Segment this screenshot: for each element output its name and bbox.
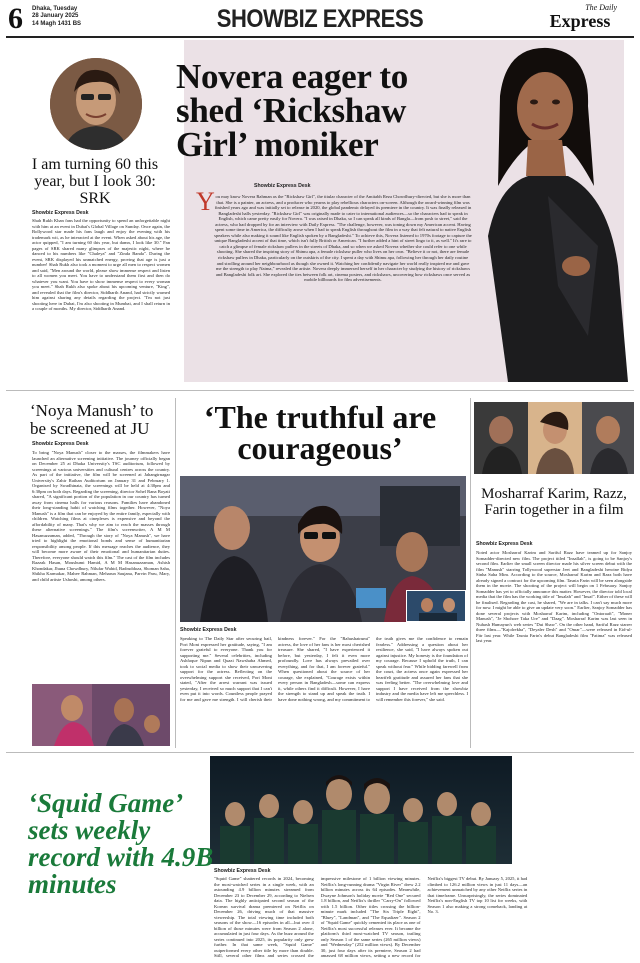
squid-headline: ‘Squid Game’ sets weekly record with 4.9B minutes (28, 788, 214, 899)
novera-byline: Showbiz Express Desk (254, 183, 311, 189)
noya-byline: Showbiz Express Desk (32, 441, 89, 447)
squid-byline: Showbiz Express Desk (214, 868, 271, 874)
truthful-headline: ‘The truthful are courageous’ (203, 399, 437, 466)
logo-the: The Daily (585, 3, 617, 12)
mosharraf-photo (474, 402, 634, 474)
squid-body (214, 876, 634, 960)
newspaper-logo (525, 4, 635, 30)
noya-body: To bring "Noya Manush" closer to the masses, the filmmakers have launched an alternative screening initiative. The journey officially began on December 25 at Dhaka University's TSC auditorium, followed by screenings at various universities and cultural centres across the country. As part of the initiative, the film will be screened at Jahangirnagar University's Zahir Raihan Auditorium on January 31 and February 1. Organised by Swadhinata, the screenings will be held at 4:30pm and 6:30pm on both days. Regarding the screening, director Sohel Rana Boyati shared, "A significant portion of the population in our country has turned away from cinema halls for various reasons. Families have abandoned their long-standing habit of watching films together. However, "Noya Manush" is a film that can be enjoyed by the entire family, especially with children. Watching films at cineplexes is expensive and beyond the affordability of many. That's why we aim to reach the masses through these alternative screenings." The film's screenwriter, A M M Hasanuzzaman, added, "Through the story of "Noya Manush", we have tried to highlight the emotional bonds and sense of humanitarian responsibility among people. If this message reaches the audience, they will become more aware of their emotional and humanitarian duties. Therefore, everyone should watch this film." The cast of the film includes Razzak Hasan, Moushumi Hamid, A M M Hasanuzzaman, Ashish Khondakar, Jhuna Chowdhury, Nilufar Wahid, Badruddoza, Shoman Saha, Shikha Karmakar, Mahee Rahman, Meharun Saujana, Parvin Paru, Mary, and child artiste Ushoshi, among others. (32, 450, 170, 582)
truthful-body-text: Speaking to The Daily Star after securing bail, Pori Moni expressed her gratitude, saying, "I am forever grateful to everyone. Thank you for supporting me." Several celebrities, including Ashfaque Nipun and Quazi Nawshaba Ahmed, took to social media to show their unwavering support for the actress. Reflecting on the overwhelming support she received, Pori Moni stated, "After the arrest warrant was issued yesterday, I received so much support that I can't even put it into words. Countless people prayed for me and gave me strength. I will cherish their kindness forever." For the "Rahushatrumi" actress, the love of her fans is her most cherished treasure. She shared, "I have experienced it before, but yesterday, I felt it even more profoundly. Love has always prevailed over everything, and for that, I am forever grateful." When questioned about the source of her courage, she explained, "Courage exists within every person in Bangladesh—some can express it, while others find it difficult. However, I have the strength to stand up and speak the truth. I have done nothing wrong, and my commitment to the truth gives me the confidence to remain fearless." Addressing a question about her resilience, she said, "I have always spoken out against injustice. My honesty is the foundation of my courage. Because I uphold the truth, I can speak without fear." While bidding farewell from the court, the actress once again expressed her heartfelt gratitude and assured her fans that she was feeling better. "The overwhelming love and support I have received from the showbiz industry and the media have left me speechless. I will remember this forever," she said. (180, 636, 468, 702)
mosharraf-headline: Mosharraf Karim, Razz, Farin together in a film (481, 486, 627, 518)
novera-photo (448, 36, 634, 382)
squid-photo (210, 756, 512, 864)
divider-right-vert (470, 398, 471, 748)
truthful-body (180, 636, 468, 748)
page-number: 6 (8, 2, 23, 35)
divider-top (6, 390, 634, 391)
section-title: SHOWBIZ EXPRESS (216, 4, 424, 33)
logo-name: Express (549, 11, 611, 31)
srk-body: Shah Rukh Khan fans had the opportunity to spend an unforgettable night with him at an event in Dubai's Global Village on Sunday. Once again, the Bollywood star made his fans laugh and enjoy the evening with his trademark wit, as he interacted at the event. When asked about his age, the actor quipped, "I am turning 60 this year, but damn, I look like 30." Fan pages of SRK shared many glimpses of the majestic night, where he danced to his numbers like "Chaleya" and "Zinda Banda". During the event, SRK displayed his unmatched energy, proving that age is just a number! Shah Rukh also took a moment to urge all men to respect women and said, "Men around the world, please show immense respect and listen to all women you meet. You have to understand them first and then do whatever you want. You have to show immense respect to every woman you meet." Shah Rukh also spoke about his upcoming venture, "King", and revealed that the film's director, Siddharth Anand, had strictly warned him against sharing any details regarding the project. "I'm not just shooting here in Dubai, I'm also shooting in Mumbai, and I shall return in a couple of months. My director, Siddharth Anand. (32, 218, 170, 311)
dateline-bangla: 14 Magh 1431 BS (32, 20, 82, 27)
divider-bottom (6, 752, 634, 753)
novera-dropcap: Y (196, 187, 215, 216)
srk-photo (50, 58, 142, 150)
noya-photo (32, 684, 170, 746)
truthful-byline: Showbiz Express Desk (180, 627, 237, 633)
dateline-date: 28 January 2025 (32, 13, 79, 20)
truthful-inset-photo (406, 590, 466, 622)
dateline (32, 6, 81, 28)
srk-byline: Showbiz Express Desk (32, 210, 89, 216)
novera-headline: Novera eager to shed ‘Rickshaw Girl’ moniker (176, 57, 408, 164)
dateline-day: Dhaka, Tuesday (32, 6, 78, 12)
srk-headline: I am turning 60 this year, but I look 30: SRK (31, 156, 159, 207)
noya-headline: ‘Noya Manush’ to be screened at JU (30, 401, 154, 438)
divider-left-vert (175, 398, 176, 748)
mosharraf-byline: Showbiz Express Desk (476, 541, 533, 547)
novera-body: ou may know Novera Rahman as the "Rickshaw Girl", the titular character of the Amitabh Reza Chowdhury-directed, but she is more than that. She is a painter, an actress, and a producer who yearns to play rebellious characters on-screen. Although the award-winning film was finished years ago and was initially set to release in 2020, the global pandemic delayed its premiere in the country. It was finally released in Bangladeshi halls yesterday. "Rickshaw Girl" was originally made to cater to international audiences—so the characters had to speak in English, which came pretty easily for Novera. "I was raised in Dhaka, so I can speak all kinds of Bangla—from posh to street," said the actress, who had dropped by for an interview with Daily Express. "The challenge, however, was toning down my American accent. Having spent some time in America, the difficulty arose when I had to speak English throughout the film in a way that felt natural to native English speakers while also making it sound like English spoken by a Bangladeshi." To achieve this, Novera listened to 1970s footage to capture the unique Bangladeshi accent of that time, which isn't fully British or American. "I further added a hint of street lingo to it, as well." It's rare to catch a glimpse of female rickshaw pullers in the streets of Dhaka, and so when we asked Novera whether she could refer to one while shooting. She shared the inspiring story of Shimu apa, a female rickshaw puller who lives on her own. "Believe it or not, there are female rickshaw pullers in Dhaka, particularly on the outskirts of the city. I spent a day with Shimu apa, following her through her daily routine and strolling around her neighbourhood as though she owned it. Watching her confidently navigate her world really inspired me and gave me the strength to play Naima," revealed the artiste. Novera deeply immersed herself in her character by studying the history of rickshaws and Bangladeshi folk art. She explored the ties between folk art, cinema posters, and rickshaws, uncovering how rickshaws once served as mobile billboards for film advertisements. (214, 194, 472, 283)
squid-body-text: "Squid Game" shattered records in 2024, becoming the most-watched series in a single week, with an astounding 4.9 billion minutes streamed from December 23 to December 29, according to Nielsen data. The highly anticipated second season of the Korean survival drama premiered on Netflix on December 26, driving much of that massive viewership. The total viewing time included both seasons of the show—16 episodes in all—but over 4 billion of those minutes were from Season 2 alone, accumulated in just four days. As the buzz around the series continued into 2025, its popularity only grew further. In that same week, "Squid Game" outperformed every other title by more than double. Still, several other films and series crossed the impressive milestone of 1 billion viewing minutes. Netflix's long-running drama "Virgin River" drew 2.2 billion minutes across its 64 episodes. Meanwhile, Dwayne Johnson's holiday movie "Red One" secured 1.8 billion, and Netflix's thriller "Carry-On" followed with 1.5 billion. Other titles crossing the billion-minute mark included "The Six Triple Eight", "Bluey", "Landman", and "The Equalizer". Season 2 of "Squid Game" quickly cemented its place as one of Netflix's most successful releases ever. It became the platform's third most-watched TV season, trailing only Season 1 of the same series (265 million views) and "Wednesday" (252 million views). By December 30, just four days after its premiere, Season 2 had amassed 68 million views, setting a new record for Netflix's biggest TV debut. By January 5, 2025, it had climbed to 126.2 million views in just 11 days—an achievement unmatched by any other Netflix series in that timeframe. Unsurprisingly, the series dominated Netflix's non-English TV top 10 list for weeks, with Season 1 also making a strong comeback, landing at No. 3. (214, 876, 528, 958)
mosharraf-body: Noted actor Mosharraf Karim and Sariful Razz have teamed up for Sanjoy Somadder-directed new film. The project titled "Insallah", is going to be Sanjoy's second film. Earlier the small screen director made his silver screen debut with the film "Manush" starring Tollywood superstar Jeet and Bangladeshi heroine Bidya Sinha Saha Mim. According to the source, Mosharraf Karim and Razz both have already signed a contract for the upcoming film. Tasnia Farin will be seen alongside them in the movie. The shooting of the project will begin on 1 February. Sanjoy Somadder has yet to officially announce this matter. However, the director told local media that the film has the working title of "Insalah" and "Insaf". Either of these will be finalised. Regarding the cast, he shared, "We are in talks. I can't say much more for now. I might be able to give an update very soon." Earlier, Sanjoy Somadder has done several projects with Mosharraf Karim, including "Ontoraaft", "Moner Manush", "Je Shohore Taka Ure" and "Daag". Mosharraf Karim was last seen in Nuhash Humayun's web series "Dui Shaw". On the other hand, Sariful Razz starrer three films—"Kajolrekha", "Deyaler Desh" and "Omar"—were released in Eid-ul-Fitr last year. While Tasnia Farin's debut Bangladeshi film "Fatima" was released last year. (476, 550, 632, 643)
